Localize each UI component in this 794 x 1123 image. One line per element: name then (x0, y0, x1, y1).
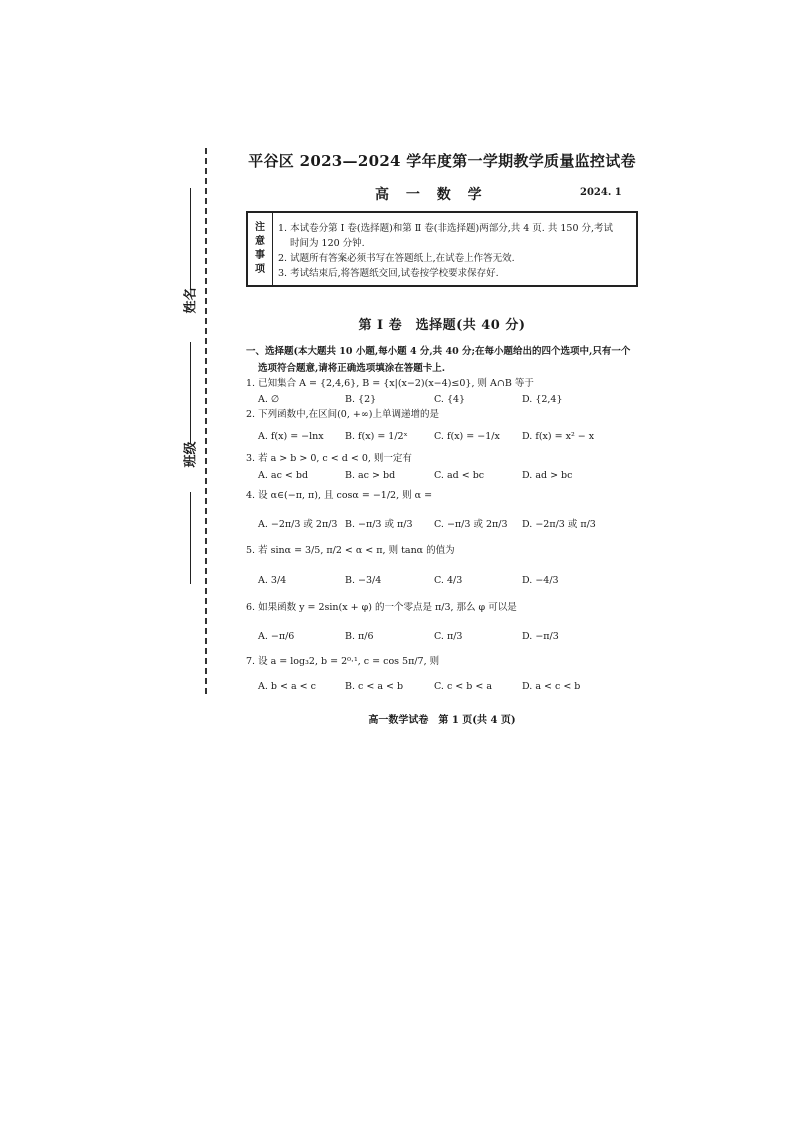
instruction-line: 选项符合题意,请将正确选项填涂在答题卡上. (258, 363, 446, 374)
notice-item: 时间为 120 分钟. (290, 238, 365, 249)
notice-items (278, 221, 630, 281)
instruction-line: 一、选择题(本大题共 10 小题,每小题 4 分,共 40 分;在每小题给出的四个选项中,只有一个 (246, 346, 631, 357)
option: D. ad > bc (522, 470, 573, 481)
option: D. −4/3 (522, 575, 559, 586)
option: D. {2,4} (522, 394, 563, 405)
option: D. a < c < b (522, 681, 581, 692)
name-blank-line (190, 188, 191, 290)
option: C. −π/3 或 2π/3 (434, 519, 508, 530)
class-blank-line (190, 342, 191, 444)
question-stem: 5. 若 sinα = 3/5, π/2 < α < π, 则 tanα 的值为 (246, 545, 455, 556)
option: C. π/3 (434, 631, 463, 642)
section-title: 第 Ⅰ 卷 选择题(共 40 分) (358, 318, 526, 333)
option: D. −π/3 (522, 631, 559, 642)
exam-title: 平谷区 2023—2024 学年度第一学期教学质量监控试卷 (248, 152, 636, 170)
option: C. ad < bc (434, 470, 485, 481)
blank-line (190, 492, 191, 584)
question-stem: 1. 已知集合 A = {2,4,6}, B = {x|(x−2)(x−4)≤0}, 则 A∩B 等于 (246, 378, 534, 389)
option: C. f(x) = −1/x (434, 431, 500, 442)
option: B. −3/4 (345, 575, 382, 586)
question-stem: 4. 设 α∈(−π, π), 且 cosα = −1/2, 则 α = (246, 490, 433, 501)
option: B. π/6 (345, 631, 374, 642)
option: A. b < a < c (258, 681, 316, 692)
name-label: 姓名 (183, 287, 199, 314)
exam-date: 2024. 1 (580, 187, 622, 198)
notice-item: 3. 考试结束后,将答题纸交回,试卷按学校要求保存好. (278, 268, 499, 279)
notice-heading-char: 意 (255, 236, 265, 247)
option: A. 3/4 (258, 575, 287, 586)
option: B. −π/3 或 π/3 (345, 519, 413, 530)
option: A. −π/6 (258, 631, 295, 642)
option: B. {2} (345, 394, 377, 405)
question-stem: 2. 下列函数中,在区间(0, +∞)上单调递增的是 (246, 409, 439, 420)
page-footer: 高一数学试卷 第 1 页(共 4 页) (368, 715, 516, 726)
notice-heading-char: 项 (255, 264, 265, 275)
option: A. ac < bd (258, 470, 309, 481)
notice-heading-char: 注 (255, 222, 265, 233)
question-stem: 7. 设 a = log₃2, b = 2⁰·¹, c = cos 5π/7, 则 (246, 656, 440, 667)
option: D. −2π/3 或 π/3 (522, 519, 596, 530)
notice-item: 1. 本试卷分第 Ⅰ 卷(选择题)和第 Ⅱ 卷(非选择题)两部分,共 4 页. 共 150 分,考试 (278, 223, 614, 234)
option: A. ∅ (258, 394, 280, 405)
question-stem: 6. 如果函数 y = 2sin(x + φ) 的一个零点是 π/3, 那么 φ 可以是 (246, 602, 517, 613)
notice-heading (248, 213, 273, 285)
class-label: 班级 (183, 441, 199, 468)
option: C. 4/3 (434, 575, 463, 586)
option: D. f(x) = x² − x (522, 431, 595, 442)
option: A. −2π/3 或 2π/3 (258, 519, 338, 530)
section-instruction (246, 343, 636, 377)
option: A. f(x) = −lnx (258, 431, 324, 442)
option: B. f(x) = 1/2ˣ (345, 431, 408, 442)
notice-box (246, 211, 638, 287)
subject-title: 高 一 数 学 (375, 187, 488, 203)
question-stem: 3. 若 a > b > 0, c < d < 0, 则一定有 (246, 453, 412, 464)
option: B. ac > bd (345, 470, 396, 481)
notice-heading-char: 事 (255, 250, 265, 261)
option: C. {4} (434, 394, 466, 405)
notice-item: 2. 试题所有答案必须书写在答题纸上,在试卷上作答无效. (278, 253, 515, 264)
option: C. c < b < a (434, 681, 493, 692)
binding-dashed-line (205, 148, 207, 694)
option: B. c < a < b (345, 681, 404, 692)
